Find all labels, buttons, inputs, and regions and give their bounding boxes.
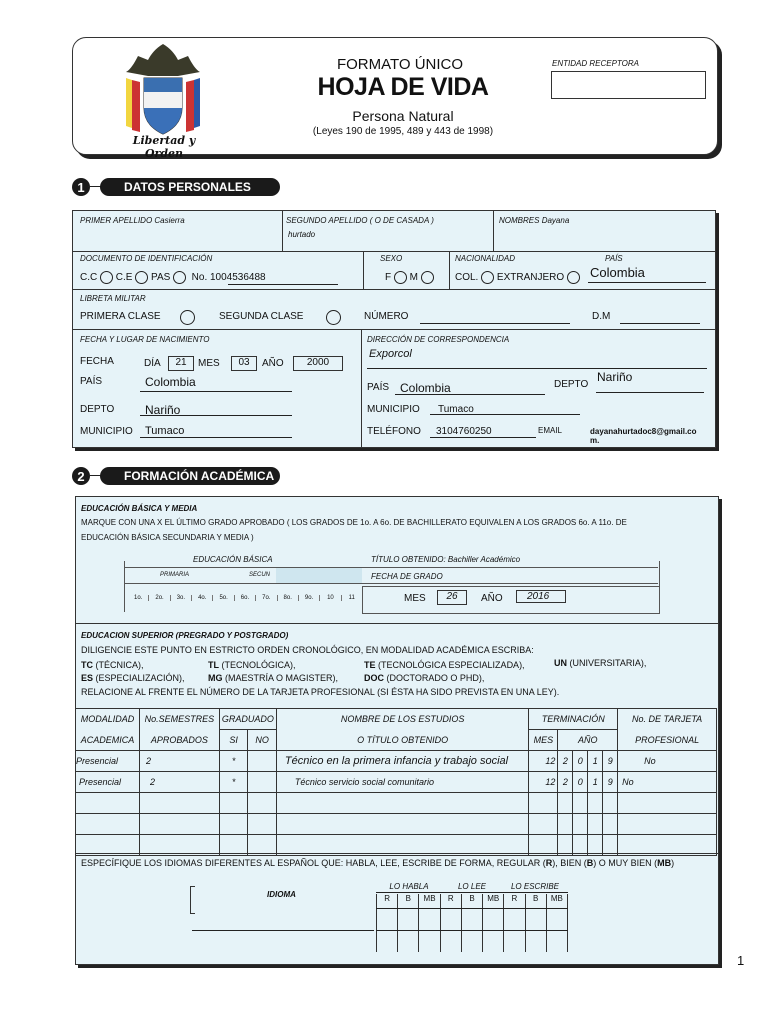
no-label: No. xyxy=(191,272,208,284)
col-radio[interactable] xyxy=(481,271,494,284)
anio-grado-value[interactable]: 2016 xyxy=(516,590,566,603)
tc-code: TC xyxy=(81,660,93,670)
row1-tarjeta[interactable]: No xyxy=(618,751,717,772)
row1-si[interactable]: * xyxy=(219,751,248,772)
th-semestres-1: No.SEMESTRES xyxy=(139,709,219,730)
extranjero-radio[interactable] xyxy=(567,271,580,284)
pas-label: PAS xyxy=(151,272,171,284)
municipio-nac-label: MUNICIPIO xyxy=(80,426,133,437)
row2-mes[interactable]: 12 xyxy=(529,772,558,793)
titulo-label: TÍTULO OBTENIDO: xyxy=(371,555,446,564)
anio-grado-label: AÑO xyxy=(481,593,503,604)
depto-nac-label: DEPTO xyxy=(80,404,115,415)
superior-instr: DILIGENCIE ESTE PUNTO EN ESTRICTO ORDEN CRONOLÓGICO, EN MODALIDAD ACADÉMICA ESCRIBA: xyxy=(81,645,534,655)
mg-code: MG xyxy=(208,673,223,683)
documento-label: DOCUMENTO DE IDENTIFICACIÓN xyxy=(80,254,213,263)
row2-si[interactable]: * xyxy=(219,772,248,793)
section-1-number: 1 xyxy=(72,178,90,196)
pais-corr-label: PAÍS xyxy=(367,382,390,393)
titulo-value[interactable]: Bachiller Académico xyxy=(447,555,521,564)
grade-cell[interactable]: 9o. xyxy=(298,595,319,601)
th-no: NO xyxy=(248,730,277,751)
pas-radio[interactable] xyxy=(173,271,186,284)
libreta-label: LIBRETA MILITAR xyxy=(80,294,146,303)
es-desc: (ESPECIALIZACIÓN), xyxy=(95,673,185,683)
f-radio[interactable] xyxy=(394,271,407,284)
email-value[interactable]: dayanahurtadoc8@gmail.co xyxy=(590,427,697,436)
section-2-number: 2 xyxy=(72,467,90,485)
table-row xyxy=(76,835,717,856)
cc-radio[interactable] xyxy=(100,271,113,284)
pais-label: PAÍS xyxy=(605,254,623,263)
pais-corr-value[interactable]: Colombia xyxy=(400,381,451,395)
telefono-label: TELÉFONO xyxy=(367,426,421,437)
th-nombre-2: O TÍTULO OBTENIDO xyxy=(276,730,528,751)
row2-anio-4[interactable]: 9 xyxy=(603,772,618,793)
th-nombre-1: NOMBRE DE LOS ESTUDIOS xyxy=(276,709,528,730)
dia-value[interactable]: 21 xyxy=(168,356,194,371)
f-label: F xyxy=(385,272,392,284)
primer-apellido-value[interactable]: Casierra xyxy=(154,216,185,225)
email-value-cont[interactable]: m. xyxy=(590,436,600,445)
dia-label: DÍA xyxy=(144,358,161,369)
tl-code: TL xyxy=(208,660,219,670)
telefono-value[interactable]: 3104760250 xyxy=(436,426,492,437)
edu-basica-label: EDUCACIÓN BÁSICA xyxy=(193,555,273,564)
basica-instr-2: EDUCACIÓN BÁSICA SECUNDARIA Y MEDIA ) xyxy=(81,533,254,542)
mes-grado-value[interactable]: 26 xyxy=(437,590,467,605)
table-row xyxy=(76,751,717,772)
es-code: ES xyxy=(81,673,94,683)
th-tarjeta-2: PROFESIONAL xyxy=(618,730,717,751)
municipio-corr-label: MUNICIPIO xyxy=(367,404,420,415)
grade-cell[interactable]: 11 xyxy=(341,595,362,601)
dm-input[interactable] xyxy=(620,323,700,324)
segundo-apellido-value[interactable]: hurtado xyxy=(288,230,316,239)
language-grid xyxy=(376,894,568,952)
rbm-header: R xyxy=(376,894,397,952)
row1-modalidad[interactable]: Presencial xyxy=(76,751,140,772)
grades-row xyxy=(128,595,362,601)
grade-cell[interactable]: 7o. xyxy=(255,595,276,601)
relacione-text: RELACIONE AL FRENTE EL NÚMERO DE LA TARJETA PROFESIONAL (SI ÉSTA HA SIDO PREVISTA EN UNA LEY). xyxy=(81,687,560,697)
section-2-title: FORMACIÓN ACADÉMICA xyxy=(100,467,280,485)
grade-cell[interactable]: 1o. xyxy=(134,595,143,601)
row1-semestres[interactable]: 2 xyxy=(139,751,219,772)
rbm-header: R xyxy=(503,894,524,952)
rbm-header: B xyxy=(461,894,482,952)
pais-value[interactable]: Colombia xyxy=(590,265,645,280)
studies-table xyxy=(75,708,717,856)
lo-habla-label: LO HABLA xyxy=(389,882,429,891)
ce-label: C.E xyxy=(115,272,133,284)
numero-input[interactable] xyxy=(420,323,570,324)
basica-instr-1: MARQUE CON UNA X EL ÚLTIMO GRADO APROBADO ( LOS GRADOS DE 1o. A 6o. DE BACHILLERATO EQUIVALEN A LOS GRADOS 6o. A 11o. DE xyxy=(81,518,627,527)
doc-desc: (DOCTORADO O PHD), xyxy=(386,673,485,683)
th-si: SI xyxy=(219,730,248,751)
section-1-title: DATOS PERSONALES xyxy=(100,178,280,196)
te-code: TE xyxy=(364,660,376,670)
fecha-lugar-label: FECHA Y LUGAR DE NACIMIENTO xyxy=(80,335,210,344)
page-title: HOJA DE VIDA xyxy=(317,73,489,101)
sexo-label: SEXO xyxy=(380,254,403,263)
fecha-grado-label: FECHA DE GRADO xyxy=(371,572,443,581)
rbm-header: MB xyxy=(546,894,568,952)
idiomas-instr: ESPECÍFIQUE LOS IDIOMAS DIFERENTES AL ESPAÑOL QUE: HABLA, LEE, ESCRIBE DE FORMA, REGULAR (R), BIEN (B) O MUY BIEN (MB) xyxy=(81,858,675,868)
row1-anio-1[interactable]: 2 xyxy=(558,751,573,772)
tl-desc: (TECNOLÓGICA), xyxy=(221,660,296,670)
m-radio[interactable] xyxy=(421,271,434,284)
fecha-label: FECHA xyxy=(80,356,114,367)
direccion-label: DIRECCIÓN DE CORRESPONDENCIA xyxy=(367,335,510,344)
entidad-label: ENTIDAD RECEPTORA xyxy=(552,59,639,68)
page-subtitle: Persona Natural xyxy=(352,108,454,124)
row2-semestres[interactable]: 2 xyxy=(139,772,219,793)
row1-nombre[interactable]: Técnico en la primera infancia y trabajo social xyxy=(276,751,528,772)
tc-desc: (TÉCNICA), xyxy=(95,660,144,670)
motto-text: Libertad y Orden xyxy=(132,134,196,160)
grade-cell[interactable]: 5o. xyxy=(212,595,233,601)
municipio-corr-value[interactable]: Tumaco xyxy=(438,404,474,415)
grade-cell[interactable]: 6o. xyxy=(234,595,255,601)
th-anio: AÑO xyxy=(558,730,618,751)
email-label: EMAIL xyxy=(538,426,563,435)
rbm-header: MB xyxy=(418,894,439,952)
lo-escribe-label: LO ESCRIBE xyxy=(510,882,559,891)
depto-nac-value[interactable]: Nariño xyxy=(145,403,181,417)
primer-apellido-label: PRIMER APELLIDO xyxy=(80,216,153,225)
pais-nac-value[interactable]: Colombia xyxy=(145,375,196,389)
laws-text: (Leyes 190 de 1995, 489 y 443 de 1998) xyxy=(312,126,494,137)
grade-cell[interactable]: 4o. xyxy=(191,595,212,601)
mes-value[interactable]: 03 xyxy=(231,356,257,371)
depto-corr-value[interactable]: Nariño xyxy=(597,370,633,384)
segunda-clase-label: SEGUNDA CLASE xyxy=(219,311,304,322)
formato-label: FORMATO ÚNICO xyxy=(336,56,464,73)
row1-anio-3[interactable]: 1 xyxy=(588,751,603,772)
row2-anio-1[interactable]: 2 xyxy=(558,772,573,793)
th-terminacion: TERMINACIÓN xyxy=(529,709,618,730)
row1-anio-4[interactable]: 9 xyxy=(603,751,618,772)
th-tarjeta-1: No. DE TARJETA xyxy=(618,709,717,730)
rbm-header: R xyxy=(440,894,461,952)
page-number: 1 xyxy=(737,953,745,968)
nombres-label: NOMBRES xyxy=(499,216,540,225)
extranjero-label: EXTRANJERO xyxy=(496,272,565,284)
dm-label: D.M xyxy=(592,311,611,322)
basica-title: EDUCACIÓN BÁSICA Y MEDIA xyxy=(81,504,198,513)
th-mes: MES xyxy=(529,730,558,751)
primera-clase-radio[interactable] xyxy=(180,310,195,325)
te-desc: (TECNOLÓGICA ESPECIALIZADA), xyxy=(378,660,525,670)
row2-anio-2[interactable]: 0 xyxy=(573,772,588,793)
table-row xyxy=(76,793,717,814)
depto-corr-label: DEPTO xyxy=(554,379,589,390)
mes-grado-label: MES xyxy=(404,593,426,604)
row2-anio-3[interactable]: 1 xyxy=(588,772,603,793)
row2-nombre[interactable]: Técnico servicio social comunitario xyxy=(276,772,528,793)
lo-lee-label: LO LEE xyxy=(457,882,486,891)
rbm-header: MB xyxy=(482,894,503,952)
mes-label: MES xyxy=(198,358,220,369)
ce-radio[interactable] xyxy=(135,271,148,284)
anio-value[interactable]: 2000 xyxy=(293,356,343,371)
row2-no[interactable] xyxy=(248,772,277,793)
secun-label: SECUN xyxy=(249,572,271,578)
numero-label: NÚMERO xyxy=(364,311,409,322)
row1-mes[interactable]: 12 xyxy=(529,751,558,772)
segunda-clase-radio[interactable] xyxy=(326,310,341,325)
table-row xyxy=(76,772,717,793)
segundo-apellido-label: SEGUNDO APELLIDO ( O DE CASADA ) xyxy=(286,216,434,225)
un-code: UN xyxy=(554,658,567,668)
anio-label: AÑO xyxy=(262,358,284,369)
primaria-label: PRIMARIA xyxy=(160,572,190,578)
rbm-header: B xyxy=(397,894,418,952)
col-label: COL. xyxy=(455,272,479,284)
grade-cell[interactable]: 2o. xyxy=(148,595,169,601)
row1-anio-2[interactable]: 0 xyxy=(573,751,588,772)
cc-label: C.C xyxy=(80,272,98,284)
row1-no[interactable] xyxy=(248,751,277,772)
entidad-input[interactable] xyxy=(551,71,706,99)
nacionalidad-label: NACIONALIDAD xyxy=(455,254,516,263)
table-row xyxy=(76,814,717,835)
doc-code: DOC xyxy=(364,673,384,683)
primera-clase-label: PRIMERA CLASE xyxy=(80,311,161,322)
grade-cell[interactable]: 8o. xyxy=(277,595,298,601)
doc-number-value[interactable]: 1004536488 xyxy=(210,272,266,284)
grade-cell[interactable]: 3o. xyxy=(170,595,191,601)
idioma-label: IDIOMA xyxy=(267,890,296,899)
th-modalidad-2: ACADEMICA xyxy=(76,730,140,751)
grade-cell[interactable]: 10 xyxy=(319,595,340,601)
superior-title: EDUCACION SUPERIOR (PREGRADO Y POSTGRADO) xyxy=(81,631,289,640)
th-graduado: GRADUADO xyxy=(219,709,276,730)
row2-tarjeta[interactable]: No xyxy=(618,772,717,793)
th-semestres-2: APROBADOS xyxy=(139,730,219,751)
pais-nac-label: PAÍS xyxy=(80,376,103,387)
row2-modalidad[interactable]: Presencial xyxy=(76,772,140,793)
nombres-value[interactable]: Dayana xyxy=(541,216,570,225)
municipio-nac-value[interactable]: Tumaco xyxy=(145,425,185,437)
direccion-value[interactable]: Exporcol xyxy=(369,348,412,360)
th-modalidad-1: MODALIDAD xyxy=(76,709,140,730)
un-desc: (UNIVERSITARIA), xyxy=(569,658,647,668)
rbm-header: B xyxy=(525,894,546,952)
mg-desc: (MAESTRÍA O MAGISTER), xyxy=(225,673,339,683)
m-label: M xyxy=(409,272,419,284)
